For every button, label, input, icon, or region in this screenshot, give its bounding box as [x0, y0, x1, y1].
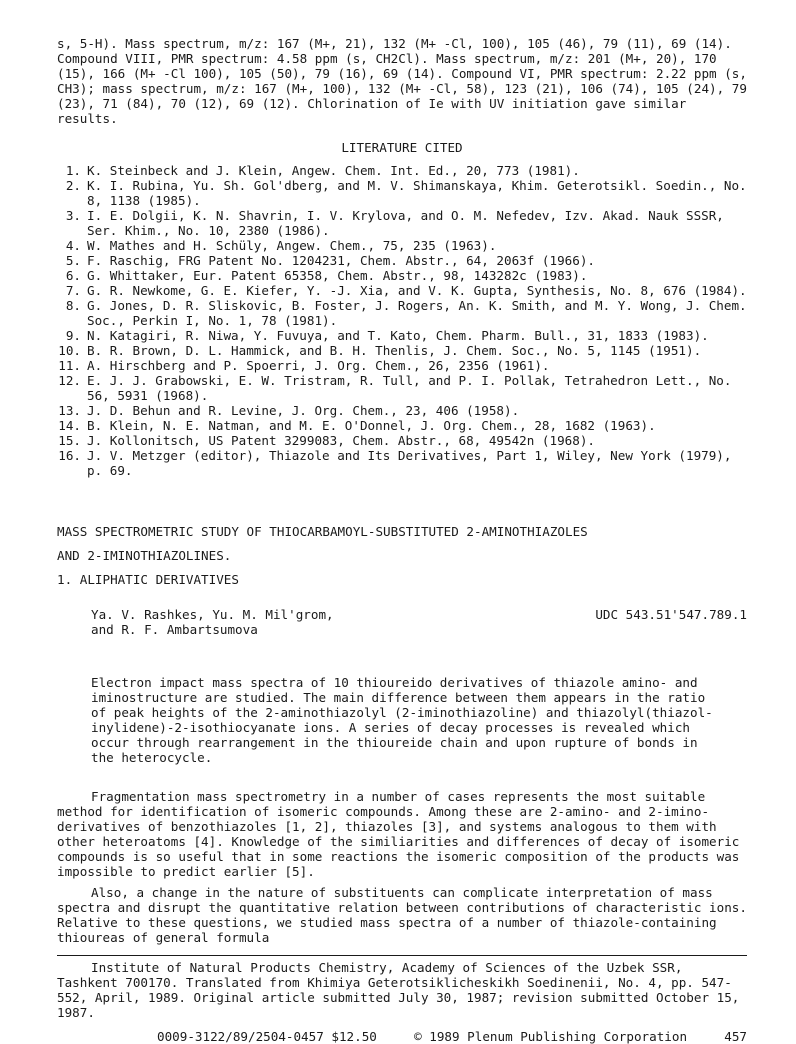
- reference-text: J. D. Behun and R. Levine, J. Org. Chem., 23, 406 (1958).: [87, 403, 520, 418]
- reference-text: A. Hirschberg and P. Spoerri, J. Org. Chem., 26, 2356 (1961).: [87, 358, 550, 373]
- page: [57, 36, 755, 1044]
- top-paragraph: s, 5-H). Mass spectrum, m/z: 167 (M+, 21), 132 (M+ -Cl, 100), 105 (46), 79 (11), 69 (14). Compound VIII, PMR spectrum: 4.58 ppm (s, CH2Cl). Mass spectrum, m/z: 201 (M+, 20), 170 (15), 166 (M+ -Cl 100), 105 (50), 79 (16), 69 (14). Compound VI, PMR spectrum: 2.22 ppm (s, CH3); mass spectrum, m/z: 167 (M+, 100), 132 (M+ -Cl, 58), 123 (21), 106 (74), 105 (24), 79 (23), 71 (84), 70 (12), 69 (12). Chlorination of Ie with UV initiation gave similar results.: [57, 36, 755, 126]
- reference-number: 8.: [65, 298, 81, 313]
- reference-item: [57, 163, 747, 178]
- reference-item: [57, 403, 747, 418]
- reference-item: [57, 418, 747, 433]
- reference-item: [57, 253, 747, 268]
- reference-item: [57, 328, 747, 343]
- page-number: 457: [724, 1029, 747, 1044]
- reference-text: W. Mathes and H. Schüly, Angew. Chem., 75, 235 (1963).: [87, 238, 497, 253]
- literature-cited-title: LITERATURE CITED: [341, 140, 463, 155]
- article-body: [57, 789, 755, 945]
- reference-item: [57, 208, 747, 238]
- reference-item: [57, 433, 747, 448]
- reference-item: [57, 358, 747, 373]
- body-paragraph-1: Fragmentation mass spectrometry in a number of cases represents the most suitable method for identification of isomeric compounds. Among these are 2-amino- and 2-imino- derivatives of benzothiazoles [1, 2], thiazoles [3], and systems analogous to them with other heteroatoms [4]. Knowledge of the similiarities and differences of decay of isomeric compounds is so useful that in some reactions the isomeric composition of the products was impossible to predict earlier [5].: [57, 789, 747, 879]
- copyright: © 1989 Plenum Publishing Corporation: [414, 1029, 688, 1044]
- reference-number: 5.: [65, 253, 81, 268]
- reference-number: 7.: [65, 283, 81, 298]
- reference-text: B. R. Brown, D. L. Hammick, and B. H. Thenlis, J. Chem. Soc., No. 5, 1145 (1951).: [87, 343, 702, 358]
- reference-number: 6.: [65, 268, 81, 283]
- reference-number: 12.: [58, 373, 81, 388]
- journal-code: 0009-3122/89/2504-0457 $12.50: [157, 1029, 377, 1044]
- reference-text: K. I. Rubina, Yu. Sh. Gol'dberg, and M. V. Shimanskaya, Khim. Geterotsikl. Soedin., No. 8, 1138 (1985).: [87, 178, 747, 208]
- abstract: Electron impact mass spectra of 10 thioureido derivatives of thiazole amino- and iminostructure are studied. The main difference between them appears in the ratio of peak heights of the 2-aminothiazolyl (2-iminothiazoline) and thiazolyl(thiazol-inylidene)-2-isothiocyanate ions. A series of decay processes is revealed which occur through rearrangement in the thioureide chain and upon rupture of bonds in the heterocycle.: [91, 675, 713, 765]
- reference-number: 16.: [58, 448, 81, 463]
- body-paragraph-2: Also, a change in the nature of substituents can complicate interpretation of mass spectra and disrupt the quantitative relation between contributions of characteristic ions. Relative to these questions, we studied mass spectra of a number of thiazole-containing thioureas of general formula: [57, 885, 755, 945]
- reference-text: G. Whittaker, Eur. Patent 65358, Chem. Abstr., 98, 143282c (1983).: [87, 268, 588, 283]
- reference-text: N. Katagiri, R. Niwa, Y. Fuvuya, and T. Kato, Chem. Pharm. Bull., 31, 1833 (1983).: [87, 328, 709, 343]
- reference-text: K. Steinbeck and J. Klein, Angew. Chem. Int. Ed., 20, 773 (1981).: [87, 163, 580, 178]
- authors-line-1: Ya. V. Rashkes, Yu. M. Mil'grom,: [91, 607, 334, 622]
- reference-text: F. Raschig, FRG Patent No. 1204231, Chem. Abstr., 64, 2063f (1966).: [87, 253, 595, 268]
- page-footer: [57, 1029, 747, 1044]
- reference-item: [57, 178, 747, 208]
- reference-item: [57, 448, 747, 478]
- reference-number: 11.: [58, 358, 81, 373]
- reference-item: [57, 283, 747, 298]
- reference-number: 4.: [65, 238, 81, 253]
- reference-number: 2.: [65, 178, 81, 193]
- reference-number: 10.: [58, 343, 81, 358]
- article: [57, 524, 755, 945]
- reference-item: [57, 343, 747, 358]
- udc-code: UDC 543.51'547.789.1: [595, 607, 747, 622]
- reference-number: 1.: [65, 163, 81, 178]
- reference-text: G. Jones, D. R. Sliskovic, B. Foster, J. Rogers, An. K. Smith, and M. Y. Wong, J. Chem. Soc., Perkin I, No. 1, 78 (1981).: [87, 298, 747, 328]
- article-subtitle: 1. ALIPHATIC DERIVATIVES: [57, 572, 239, 587]
- article-title-line-2: AND 2-IMINOTHIAZOLINES.: [57, 548, 232, 563]
- reference-item: [57, 268, 747, 283]
- reference-text: E. J. J. Grabowski, E. W. Tristram, R. Tull, and P. I. Pollak, Tetrahedron Lett., No. 56, 5931 (1968).: [87, 373, 732, 403]
- article-title-line-1: MASS SPECTROMETRIC STUDY OF THIOCARBAMOYL-SUBSTITUTED 2-AMINOTHIAZOLES: [57, 524, 588, 539]
- footnote: Institute of Natural Products Chemistry, Academy of Sciences of the Uzbek SSR, Tashkent 700170. Translated from Khimiya Geterotsiklicheskikh Soedinenii, No. 4, pp. 547-552, April, 1989. Original article submitted July 30, 1987; revision submitted October 15, 1987.: [57, 960, 747, 1020]
- authors-row: [91, 607, 747, 637]
- reference-item: [57, 298, 747, 328]
- reference-text: G. R. Newkome, G. E. Kiefer, Y. -J. Xia, and V. K. Gupta, Synthesis, No. 8, 676 (1984).: [87, 283, 747, 298]
- reference-number: 3.: [65, 208, 81, 223]
- reference-list: [57, 163, 747, 478]
- reference-number: 14.: [58, 418, 81, 433]
- reference-text: B. Klein, N. E. Natman, and M. E. O'Donnel, J. Org. Chem., 28, 1682 (1963).: [87, 418, 656, 433]
- reference-item: [57, 238, 747, 253]
- reference-number: 13.: [58, 403, 81, 418]
- authors-line-2: and R. F. Ambartsumova: [91, 622, 258, 637]
- footnote-divider: [57, 955, 747, 956]
- reference-number: 15.: [58, 433, 81, 448]
- reference-item: [57, 373, 747, 403]
- reference-text: I. E. Dolgii, K. N. Shavrin, I. V. Krylova, and O. M. Nefedev, Izv. Akad. Nauk SSSR, Ser. Khim., No. 10, 2380 (1986).: [87, 208, 724, 238]
- reference-text: J. Kollonitsch, US Patent 3299083, Chem. Abstr., 68, 49542n (1968).: [87, 433, 595, 448]
- authors: [91, 607, 334, 637]
- reference-number: 9.: [65, 328, 81, 343]
- reference-text: J. V. Metzger (editor), Thiazole and Its Derivatives, Part 1, Wiley, New York (1979), p. 69.: [87, 448, 732, 478]
